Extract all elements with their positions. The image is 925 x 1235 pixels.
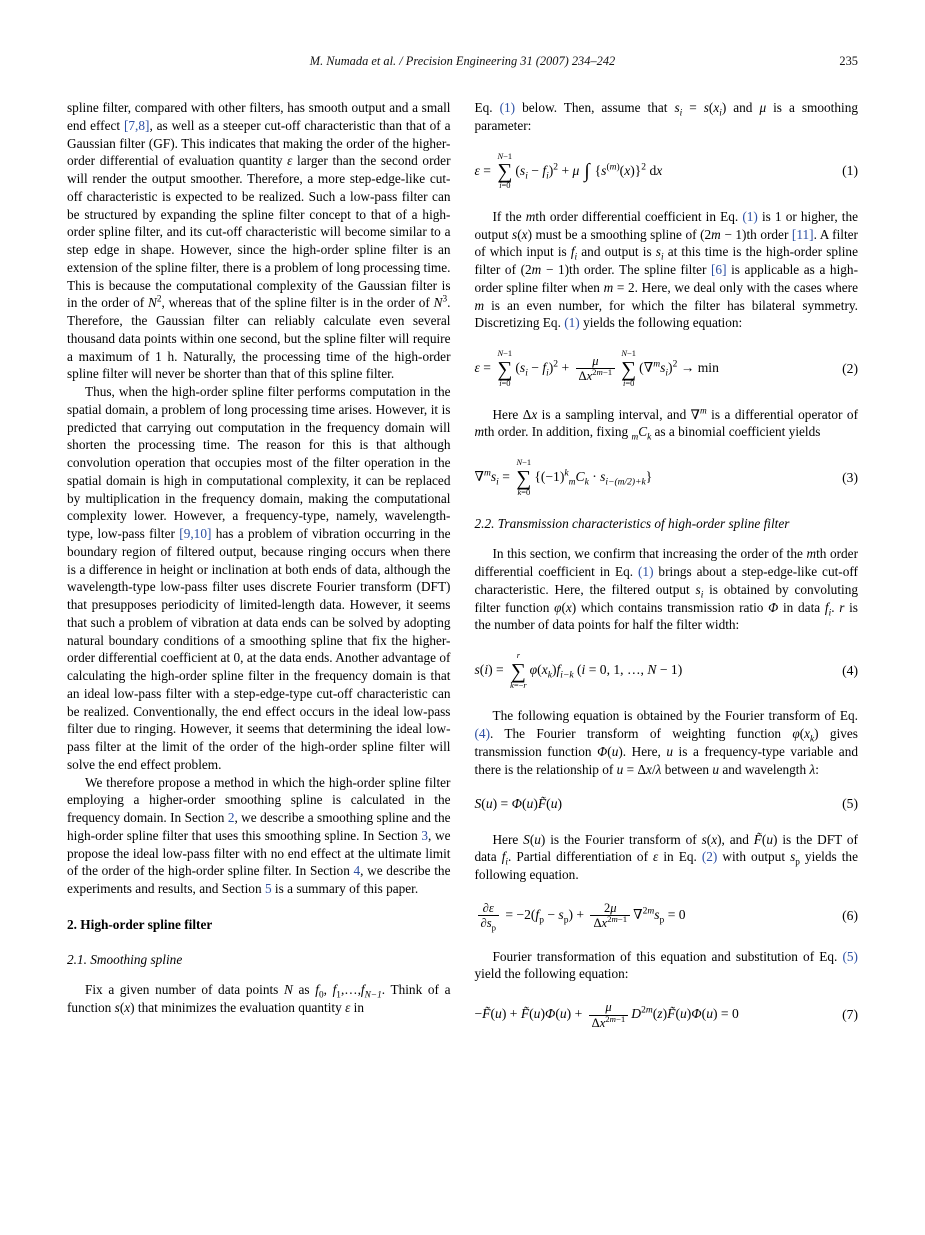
equation-6 — [475, 901, 859, 931]
text-span: μ — [572, 162, 580, 178]
operator-lower-limit: k=0 — [517, 486, 531, 497]
text-span: x — [124, 1000, 131, 1015]
text-span: s — [701, 831, 707, 847]
paragraph-fourier-transform: The following equation is obtained by the Fourier transform of Eq. (4). The Fourier transform of weighting function $\varphi(x_k)$ gives transmission function Φ(u). Here, u is a frequency-type variable and there is the relationship of u = Δx/λ between u and wavelength λ: — [474, 708, 858, 777]
text-span: u — [485, 796, 493, 812]
text-span: i — [546, 171, 549, 182]
text-span: m — [631, 433, 639, 443]
text-span: m — [474, 424, 485, 440]
sigma-symbol: ∑ — [516, 465, 532, 490]
left-column — [67, 99, 451, 1047]
text-span: 2 — [607, 914, 612, 925]
text-span: s — [558, 906, 564, 922]
citation-link[interactable]: [7,8] — [123, 117, 150, 133]
sigma-symbol: ∑ — [510, 658, 526, 683]
equation-4-number: (4) — [842, 662, 858, 678]
text-span: x — [804, 726, 811, 742]
text-span: x — [586, 369, 593, 384]
text-span: u — [766, 831, 774, 847]
page-number: 235 — [839, 54, 858, 68]
text-span: k — [547, 670, 552, 681]
text-span: i — [719, 108, 722, 119]
text-span: 2 — [553, 359, 559, 370]
fraction-numerator — [602, 1000, 614, 1014]
text-span: ε — [474, 360, 480, 375]
text-span: i — [581, 661, 586, 677]
equation-7 — [475, 1000, 859, 1030]
equation-3-body: $\nabla^ms_i$ = N−1 ∑ k=0 $\{(-1)^k_mC_k \cdot s_{i-(m/2)+k}\}$ — [474, 457, 653, 497]
text-span: p — [539, 915, 544, 926]
text-span: m — [711, 226, 721, 242]
text-span: s — [655, 244, 661, 260]
text-span: ( — [606, 161, 610, 172]
text-span: C — [575, 468, 585, 484]
text-span: S — [474, 796, 482, 812]
text-span: Φ — [544, 1006, 556, 1022]
text-span: μ — [605, 1000, 612, 1015]
operator-upper-limit: N−1 — [497, 150, 513, 161]
text-span: m — [653, 359, 661, 370]
text-span: x — [646, 761, 652, 777]
text-span: Φ — [691, 1006, 702, 1022]
fraction — [576, 354, 616, 384]
equation-5-body: S(u) = Φ(u)F̃(u) — [474, 796, 563, 812]
text-span: x — [713, 100, 720, 115]
text-span: s — [486, 916, 492, 931]
fraction-denominator: $\Delta x^{2m-1}$ — [589, 1015, 629, 1030]
section-2-1-heading: 2.1. Smoothing spline — [67, 951, 183, 967]
text-span: p — [491, 922, 496, 933]
paragraph-sampling-interval: Here Δx is a sampling interval, and ∇$^m$ is a differential operator of mth order. In addition, fixing $_mC_k$ as a binomial coefficient yields — [474, 406, 858, 443]
text-span: m — [609, 161, 617, 172]
text-span: f — [501, 849, 506, 865]
operator-lower-limit: i=0 — [499, 180, 511, 191]
equation-4 — [475, 651, 859, 690]
text-span: f — [556, 661, 561, 677]
text-span: k — [647, 433, 652, 443]
text-span: F̃ — [667, 1006, 676, 1022]
text-span: 3 — [442, 294, 448, 305]
text-span: λ — [655, 761, 662, 777]
text-span: λ — [809, 761, 816, 777]
text-span: m — [647, 906, 655, 917]
text-span: i — [484, 661, 489, 677]
paragraph-intro-continuation: spline filter, compared with other filters, has smooth output and a small end effect [7,8], as well as a steeper cut-off characteristic than that of a Gaussian filter (GF). This indicates that making the order of the higher-order differential of evaluation quantity ε larger than the second order will render the output smoother. Therefore, a more step-edge-like cut-off characteristic is expected to be realized. Such a low-pass filter can be structured by expanding the spline filter concept to that of a high-order spline filter, and its cut-off characteristic will become similar to a step edge in shape. However, since the high-order spline filter is an extension of the spline filter, there is a problem of long processing time. This is because the computational complexity of the Gaussian filter is in the order of $N^2$, whereas that of the spline filter is in the order of $N^3$. Therefore, the Gaussian filter can reliably calculate even several thousand data points within one second, but the spline filter will require a maximum of 1 h. Naturally, the processing time of the high-order spline filter will never be shorter than that of this spline filter. — [67, 100, 451, 382]
text-span: k — [517, 486, 522, 497]
fraction-numerator: 2μ — [604, 900, 617, 915]
text-span: x — [531, 406, 538, 422]
section-2-heading: 2. High-order spline filter — [67, 916, 213, 932]
text-span: N — [621, 348, 627, 359]
text-span: u — [533, 1006, 541, 1022]
text-span: i — [496, 477, 499, 488]
text-span: φ — [529, 661, 538, 677]
text-span: m — [645, 1005, 653, 1016]
text-span: 2 — [553, 161, 559, 172]
text-span: u — [706, 1006, 713, 1022]
equation-4-body: s(i) = r ∑ k=−r $\varphi(x_k)f_{i-k}$ (i = 0, 1, …, N − 1) — [474, 650, 683, 690]
text-span: k — [510, 679, 514, 690]
section-2-2-heading: 2.2. Transmission characteristics of high-order spline filter — [474, 515, 790, 531]
text-span: ε — [653, 849, 659, 865]
operator-upper-limit: N−1 — [497, 348, 513, 359]
text-span: r — [839, 599, 845, 615]
text-span: s — [660, 360, 666, 375]
text-span: u — [712, 761, 720, 777]
operator-lower-limit: i=0 — [499, 377, 511, 388]
text-span: ) — [616, 161, 620, 172]
text-span: Φ — [511, 796, 522, 812]
equation-1 — [475, 152, 859, 191]
text-span: x — [565, 599, 572, 615]
text-span: ∫ — [579, 159, 595, 182]
text-span: i — [660, 253, 664, 264]
text-span: μ — [610, 900, 617, 915]
text-span: k — [810, 734, 815, 745]
text-span: s — [600, 468, 606, 484]
text-span: i — [700, 590, 704, 601]
text-span: p — [563, 915, 569, 926]
text-span: N — [147, 295, 157, 311]
text-span: −1 — [615, 1013, 626, 1024]
text-span: x — [624, 162, 631, 178]
fraction-denominator: $\partial s_p$ — [478, 915, 499, 930]
citation-link[interactable]: (1) — [638, 564, 654, 580]
equation-6-number: (6) — [842, 907, 858, 923]
text-span: i — [499, 180, 502, 191]
citation-link[interactable]: (1) — [564, 315, 580, 331]
paragraph-substitution: Fourier transformation of this equation and substitution of Eq. (5) yield the following equation: — [474, 948, 858, 982]
running-head: M. Numada et al. / Precision Engineering 31 (2007) 234–242 — [309, 54, 616, 68]
text-span: 2 — [156, 294, 162, 305]
text-span: s — [490, 468, 497, 484]
two-column-body — [67, 99, 858, 1047]
text-span: s — [512, 226, 518, 242]
paragraph-smoothing-spline: Fix a given number of data points N as $f_0$, $f_1,\dots,f_{N-1}$. Think of a function s(x) that minimizes the evaluation quantity ε in — [67, 982, 451, 1015]
text-span: m — [531, 262, 542, 278]
text-span: 2 — [641, 1005, 646, 1016]
text-span: m — [609, 1013, 616, 1024]
paragraph-proposal: We therefore propose a method in which the high-order spline filter employing a higher-order smoothing spline is calculated in the frequency domain. In Section 2, we describe a smoothing spline and the high-order spline filter that uses this smoothing spline. In Section 3, we propose the ideal low-pass filter with no end effect at the ultimate limit of the order of the high-order spline filter. In Section 4, we describe the experiments and results, and Section 5 is a summary of this paper. — [67, 774, 451, 896]
text-span: 1 — [336, 990, 341, 1001]
sigma-symbol: ∑ — [621, 356, 637, 381]
operator-upper-limit: N−1 — [516, 457, 532, 468]
text-span: s — [519, 360, 526, 375]
text-span: m — [603, 279, 614, 295]
fraction — [478, 901, 499, 931]
text-span: F̃ — [753, 831, 762, 847]
text-span: u — [526, 796, 534, 812]
fraction-denominator: $\Delta x^{2m-1}$ — [590, 915, 630, 930]
text-span: f — [542, 162, 547, 178]
text-span: f — [535, 906, 540, 922]
text-span: −1 — [602, 367, 613, 378]
text-span: φ — [554, 599, 562, 615]
text-span: x — [656, 162, 663, 178]
text-span: u — [611, 743, 619, 759]
text-span: r — [516, 650, 521, 661]
text-span: N — [284, 982, 293, 998]
text-span: N — [433, 295, 443, 311]
text-span: i — [525, 171, 528, 182]
equation-2-body: ε = N−1 ∑ i=0 $(s_i - f_i)^2$ + $\frac{\mu}{\Delta x^{2m-1}}$ N−1 ∑ i=0 $(\nabla^ms_i)^2 \to \min$ — [474, 348, 719, 388]
text-span: r — [523, 679, 527, 690]
text-span: i — [623, 377, 626, 388]
text-span: μ — [759, 100, 767, 115]
text-span: m — [596, 367, 603, 378]
citation-link[interactable]: (1) — [499, 100, 516, 115]
text-span: s — [654, 906, 660, 922]
equation-3-number: (3) — [842, 469, 858, 485]
operator-upper-limit: N−1 — [621, 348, 636, 359]
text-span: p — [795, 857, 800, 868]
text-span: 2 — [605, 1013, 610, 1024]
text-span: ε — [488, 900, 494, 915]
citation-link[interactable]: [11] — [791, 226, 814, 242]
text-span: μ — [592, 353, 599, 368]
text-span: x — [599, 1015, 606, 1030]
text-span: f — [332, 982, 337, 998]
equation-5-number: (5) — [842, 796, 858, 812]
text-span: 2 — [641, 161, 647, 172]
paragraph-dft: Here S(u) is the Fourier transform of s(x), and F̃(u) is the DFT of data $f_i$. Partial differentiation of ε in Eq. (2) with output $s_p$ yields the following equation. — [474, 831, 858, 883]
summation-operator — [497, 349, 512, 388]
text-span: ε — [474, 162, 480, 178]
text-span: s — [703, 100, 709, 115]
text-span: z — [657, 1006, 663, 1022]
text-span: k — [584, 477, 589, 488]
text-span: N−1 — [364, 990, 382, 1001]
page-header — [67, 54, 858, 69]
citation-link[interactable]: (5) — [842, 948, 858, 964]
citation-link[interactable]: 2 — [227, 810, 235, 825]
text-span: f — [824, 599, 829, 615]
text-span: s — [695, 581, 701, 597]
text-span: u — [616, 761, 624, 777]
equation-2 — [475, 349, 859, 388]
text-span: k — [564, 468, 569, 479]
text-span: i — [828, 608, 832, 619]
text-span: u — [666, 743, 674, 759]
text-span: u — [679, 1006, 687, 1022]
text-span: f — [570, 244, 575, 260]
text-span: φ — [792, 726, 800, 742]
text-span: i — [499, 377, 502, 388]
equation-7-body: −F̃(u) + F̃(u)Φ(u) + $\frac{\mu}{\Delta x^{2m-1}}$ $D^{2m}(z)F̃(u)\Phi(u) = 0$ — [474, 1000, 739, 1030]
text-span: i — [546, 368, 549, 379]
fraction-numerator — [589, 354, 601, 368]
operator-lower-limit: i=0 — [623, 377, 635, 388]
text-span: u — [534, 831, 541, 847]
sigma-symbol: ∑ — [497, 356, 513, 381]
text-span: f — [542, 360, 547, 375]
text-span: i — [665, 368, 669, 379]
text-span: N — [516, 457, 523, 468]
text-span: m — [525, 208, 536, 224]
citation-link[interactable]: [6] — [711, 262, 727, 278]
text-span: f — [315, 982, 319, 998]
paragraph-eq1-intro: Eq. (1) below. Then, assume that $s_i = s(x_i)$ and μ is a smoothing parameter: — [474, 100, 858, 133]
paragraph-transmission-intro: In this section, we confirm that increasing the order of the mth order differential coefficient in Eq. (1) brings about a step-edge-like cut-off characteristic. Here, the filtered output $s_i$ is obtained by convoluting filter function φ(x) which contains transmission ratio Φ in data $f_i$. r is the number of data points for half the filter width: — [474, 546, 858, 633]
citation-link[interactable]: 3 — [421, 827, 429, 843]
text-span: 2 — [642, 906, 648, 917]
citation-link[interactable]: 4 — [353, 863, 361, 879]
text-span: F̃ — [520, 1006, 530, 1022]
text-span: ε — [345, 1000, 351, 1015]
text-span: u — [550, 796, 558, 812]
text-span: 0 — [318, 990, 324, 1001]
text-span: x — [541, 661, 548, 677]
text-span: m — [568, 477, 576, 488]
text-span: i — [525, 368, 528, 379]
text-span: s — [674, 100, 680, 115]
text-span: F̃ — [537, 796, 547, 812]
paragraph-mth-order: If the mth order differential coefficient in Eq. (1) is 1 or higher, the output s(x) must be a smoothing spline of (2m − 1)th order [11]. A filter of which input is $f_i$ and output is $s_i$ at this time is the high-order spline filter of (2m − 1)th order. The spline filter [6] is applicable as a high-order spline filter when m = 2. Here, we deal only with the cases where m is an even number, for which the filter has bilateral symmetry. Discretizing Eq. (1) yields the following equation: — [474, 208, 858, 331]
text-span: D — [631, 1006, 642, 1022]
equation-1-number: (1) — [842, 163, 858, 179]
text-span: u — [495, 1006, 502, 1022]
text-span: m — [699, 406, 707, 417]
text-span: N — [647, 661, 657, 677]
fraction-denominator: $\Delta x^{2m-1}$ — [576, 368, 616, 383]
fraction-numerator: ∂ε — [482, 900, 494, 915]
sigma-symbol: ∑ — [497, 159, 513, 184]
text-span: F̃ — [482, 1006, 491, 1022]
equation-7-number: (7) — [842, 1006, 858, 1022]
equation-6-body: $\frac{\partial\varepsilon}{\partial s_p}$ = $-2(f_p - s_p)$ + $\frac{2\mu}{\Delta x^{2m-1}}$ $\nabla^{2m}s_p = 0$ — [475, 901, 833, 931]
citation-link[interactable]: 5 — [264, 881, 272, 896]
text-span: m — [474, 297, 485, 313]
summation-operator — [621, 349, 636, 388]
citation-link[interactable]: (1) — [742, 208, 758, 224]
text-span: 2 — [672, 359, 678, 370]
text-span: i — [679, 108, 683, 119]
fraction — [589, 1000, 629, 1030]
text-span: p — [659, 915, 665, 926]
summation-operator — [497, 152, 512, 191]
text-span: 2 — [592, 367, 597, 378]
equation-5 — [475, 795, 859, 813]
text-span: N — [497, 150, 504, 161]
text-span: C — [638, 424, 648, 440]
citation-link[interactable]: (2) — [701, 849, 718, 865]
text-span: s — [474, 661, 480, 677]
text-span: Φ — [768, 599, 779, 615]
equation-1-body: ε = N−1 ∑ i=0 $(s_i - f_i)^2 + \mu$ ∫ $\{s^{(m)}(x)\}^2$ dx — [474, 150, 663, 191]
right-column — [475, 99, 859, 1047]
text-span: −1 — [617, 914, 628, 925]
equation-2-number: (2) — [842, 360, 858, 376]
text-span: i−k — [560, 670, 574, 681]
text-span: f — [360, 982, 365, 998]
paragraph-frequency-domain: Thus, when the high-order spline filter performs computation in the spatial domain, a problem of long processing time arises. However, it is predicted that carrying out computation in the frequency domain will shorten the processing time. The reason for this is that although convolution operation that occupies most of the filter operation in the spatial domain is high in computational complexity, it can be replaced by multiplication in the frequency domain, making the computational complexity lower. However, a frequency-type, namely, wavelength-type, low-pass filter [9,10] has a problem of vibration occurring in the boundary region of filtered output, because ringing occurs when there is a difference in height or inclination at both ends of data, although the wavelength-type low-pass filter uses discrete Fourier transform (DFT) that presupposes periodicity of limited-length data. However, it seems that such a problem of vibration at data ends can be solved by adopting natural boundary conditions of a smoothing spline that fix the higher-order differential coefficient at 0, at the data ends. Another advantage of calculating the high-order spline filter in the frequency domain is that an ideal low-pass filter with a step-edge-type cut-off characteristic can be realized. Conventionally, the end effect occurs in the ideal low-pass filter due to ringing. However, it seems that determining the ideal low-pass filter at the limit of the order of the high-order spline filter will solve the end effect problem. — [67, 384, 451, 772]
operator-lower-limit: k=−r — [510, 679, 527, 690]
text-span: m — [484, 468, 491, 479]
text-span: s — [114, 1000, 120, 1015]
text-span: m — [611, 914, 618, 925]
text-span: Φ — [597, 743, 608, 759]
text-span: i — [505, 857, 508, 868]
text-span: i — [574, 253, 578, 264]
citation-link[interactable]: (4) — [474, 726, 491, 742]
text-span: u — [559, 1006, 567, 1022]
text-span: N — [497, 348, 504, 359]
text-span: s — [601, 162, 607, 178]
text-span: i−(m/2)+k — [605, 477, 646, 488]
summation-operator — [516, 458, 531, 497]
equation-3 — [475, 458, 859, 497]
text-span: m — [806, 546, 817, 562]
text-span: x — [711, 831, 718, 847]
text-span: ε — [287, 153, 293, 169]
text-span: s — [519, 162, 526, 178]
citation-link[interactable]: [9,10] — [179, 526, 212, 541]
fraction — [590, 901, 630, 931]
text-span: s — [790, 849, 796, 865]
text-span: x — [601, 916, 608, 931]
summation-operator — [510, 651, 527, 690]
text-span: S — [523, 831, 530, 847]
text-span: x — [521, 226, 528, 242]
